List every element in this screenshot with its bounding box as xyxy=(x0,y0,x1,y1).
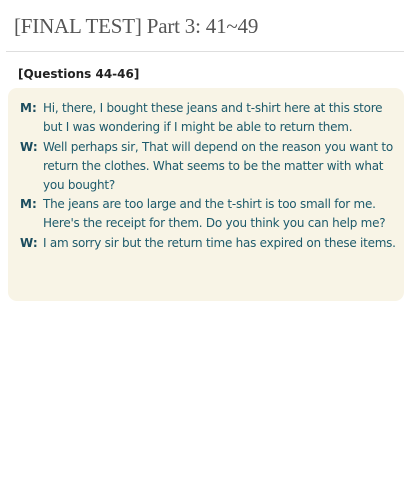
transcript-box xyxy=(8,88,404,301)
speaker-label: M: xyxy=(20,197,37,211)
speaker-label: M: xyxy=(20,101,37,115)
page-title: [FINAL TEST] Part 3: 41~49 xyxy=(14,14,259,38)
utterance-text: The jeans are too large and the t-shirt is too small for me. Here's the receipt for them. Do you think you can help me? xyxy=(43,197,386,230)
utterance-text: I am sorry sir but the return time has expired on these items. xyxy=(43,236,396,250)
speaker-label: W: xyxy=(20,236,38,250)
page-header xyxy=(0,0,410,50)
speaker-label: W: xyxy=(20,140,38,154)
utterance-text: Well perhaps sir, That will depend on the reason you want to return the clothes. What seems to be the matter with what you bought? xyxy=(43,140,393,192)
header-divider xyxy=(6,51,404,52)
questions-label: [Questions 44-46] xyxy=(18,67,140,81)
utterance-text: Hi, there, I bought these jeans and t-shirt here at this store but I was wondering if I might be able to return them. xyxy=(43,101,383,134)
